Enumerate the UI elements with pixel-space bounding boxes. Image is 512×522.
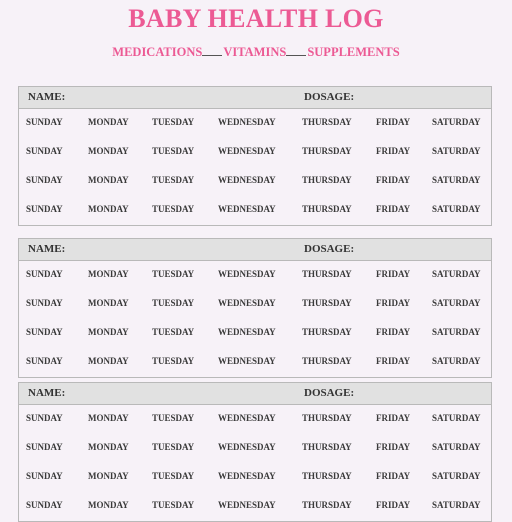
day-label-wednesday: WEDNESDAY <box>218 175 276 185</box>
day-label-thursday: THURSDAY <box>302 327 352 337</box>
day-label-saturday: SATURDAY <box>432 356 481 366</box>
day-label-saturday: SATURDAY <box>432 298 481 308</box>
day-label-tuesday: TUESDAY <box>152 269 195 279</box>
day-label-tuesday: TUESDAY <box>152 298 195 308</box>
day-label-wednesday: WEDNESDAY <box>218 442 276 452</box>
day-label-sunday: SUNDAY <box>26 327 63 337</box>
block-header <box>19 239 491 261</box>
log-block <box>18 382 492 522</box>
block-header <box>19 383 491 405</box>
day-label-wednesday: WEDNESDAY <box>218 500 276 510</box>
day-label-sunday: SUNDAY <box>26 117 63 127</box>
day-label-sunday: SUNDAY <box>26 442 63 452</box>
day-label-wednesday: WEDNESDAY <box>218 356 276 366</box>
day-label-friday: FRIDAY <box>376 327 411 337</box>
day-label-friday: FRIDAY <box>376 413 411 423</box>
day-label-tuesday: TUESDAY <box>152 442 195 452</box>
day-label-sunday: SUNDAY <box>26 298 63 308</box>
day-label-monday: MONDAY <box>88 269 129 279</box>
day-row <box>19 138 491 167</box>
day-label-sunday: SUNDAY <box>26 204 63 214</box>
day-label-thursday: THURSDAY <box>302 298 352 308</box>
day-row <box>19 109 491 138</box>
day-label-monday: MONDAY <box>88 175 129 185</box>
day-label-saturday: SATURDAY <box>432 204 481 214</box>
day-label-tuesday: TUESDAY <box>152 327 195 337</box>
day-label-wednesday: WEDNESDAY <box>218 146 276 156</box>
dosage-label: DOSAGE: <box>304 243 355 255</box>
day-label-monday: MONDAY <box>88 327 129 337</box>
block-header <box>19 87 491 109</box>
day-label-thursday: THURSDAY <box>302 204 352 214</box>
day-label-wednesday: WEDNESDAY <box>218 269 276 279</box>
day-label-saturday: SATURDAY <box>432 500 481 510</box>
day-row <box>19 405 491 434</box>
log-block <box>18 238 492 378</box>
subtitle-supplements: SUPPLEMENTS <box>307 45 400 59</box>
day-label-friday: FRIDAY <box>376 298 411 308</box>
day-row <box>19 319 491 348</box>
day-label-tuesday: TUESDAY <box>152 500 195 510</box>
day-label-friday: FRIDAY <box>376 471 411 481</box>
day-label-sunday: SUNDAY <box>26 175 63 185</box>
subtitle-divider <box>286 55 306 56</box>
day-label-sunday: SUNDAY <box>26 269 63 279</box>
day-label-tuesday: TUESDAY <box>152 175 195 185</box>
day-label-tuesday: TUESDAY <box>152 204 195 214</box>
dosage-label: DOSAGE: <box>304 387 355 399</box>
day-label-friday: FRIDAY <box>376 356 411 366</box>
day-label-friday: FRIDAY <box>376 500 411 510</box>
day-label-thursday: THURSDAY <box>302 175 352 185</box>
day-label-sunday: SUNDAY <box>26 500 63 510</box>
day-label-monday: MONDAY <box>88 413 129 423</box>
day-label-saturday: SATURDAY <box>432 175 481 185</box>
day-label-thursday: THURSDAY <box>302 471 352 481</box>
day-label-friday: FRIDAY <box>376 175 411 185</box>
day-label-tuesday: TUESDAY <box>152 356 195 366</box>
day-label-saturday: SATURDAY <box>432 471 481 481</box>
day-label-sunday: SUNDAY <box>26 146 63 156</box>
day-label-wednesday: WEDNESDAY <box>218 471 276 481</box>
day-label-thursday: THURSDAY <box>302 442 352 452</box>
day-label-tuesday: TUESDAY <box>152 146 195 156</box>
day-label-monday: MONDAY <box>88 500 129 510</box>
day-label-monday: MONDAY <box>88 204 129 214</box>
day-label-sunday: SUNDAY <box>26 471 63 481</box>
day-label-wednesday: WEDNESDAY <box>218 298 276 308</box>
name-label: NAME: <box>28 243 66 255</box>
day-label-friday: FRIDAY <box>376 117 411 127</box>
subtitle <box>0 44 512 60</box>
day-row <box>19 492 491 521</box>
dosage-label: DOSAGE: <box>304 91 355 103</box>
day-label-saturday: SATURDAY <box>432 327 481 337</box>
day-label-wednesday: WEDNESDAY <box>218 413 276 423</box>
day-label-wednesday: WEDNESDAY <box>218 327 276 337</box>
day-label-tuesday: TUESDAY <box>152 471 195 481</box>
day-row <box>19 434 491 463</box>
day-row <box>19 463 491 492</box>
day-label-friday: FRIDAY <box>376 269 411 279</box>
day-row <box>19 348 491 377</box>
day-row <box>19 196 491 225</box>
subtitle-medications: MEDICATIONS <box>112 45 203 59</box>
day-label-thursday: THURSDAY <box>302 269 352 279</box>
day-label-saturday: SATURDAY <box>432 442 481 452</box>
day-label-thursday: THURSDAY <box>302 117 352 127</box>
day-label-monday: MONDAY <box>88 146 129 156</box>
page-title: BABY HEALTH LOG <box>128 4 384 33</box>
day-label-saturday: SATURDAY <box>432 413 481 423</box>
day-label-saturday: SATURDAY <box>432 269 481 279</box>
day-label-monday: MONDAY <box>88 471 129 481</box>
day-row <box>19 261 491 290</box>
day-label-wednesday: WEDNESDAY <box>218 117 276 127</box>
name-label: NAME: <box>28 91 66 103</box>
day-row <box>19 290 491 319</box>
day-label-friday: FRIDAY <box>376 146 411 156</box>
day-label-monday: MONDAY <box>88 442 129 452</box>
subtitle-vitamins: VITAMINS <box>223 45 287 59</box>
day-row <box>19 167 491 196</box>
day-label-monday: MONDAY <box>88 298 129 308</box>
day-label-tuesday: TUESDAY <box>152 413 195 423</box>
day-label-sunday: SUNDAY <box>26 356 63 366</box>
day-label-tuesday: TUESDAY <box>152 117 195 127</box>
day-label-friday: FRIDAY <box>376 442 411 452</box>
name-label: NAME: <box>28 387 66 399</box>
day-label-thursday: THURSDAY <box>302 500 352 510</box>
day-label-friday: FRIDAY <box>376 204 411 214</box>
day-label-thursday: THURSDAY <box>302 356 352 366</box>
day-label-monday: MONDAY <box>88 356 129 366</box>
day-label-sunday: SUNDAY <box>26 413 63 423</box>
day-label-thursday: THURSDAY <box>302 413 352 423</box>
day-label-saturday: SATURDAY <box>432 117 481 127</box>
day-label-monday: MONDAY <box>88 117 129 127</box>
log-block <box>18 86 492 226</box>
day-label-saturday: SATURDAY <box>432 146 481 156</box>
day-label-wednesday: WEDNESDAY <box>218 204 276 214</box>
subtitle-divider <box>202 55 222 56</box>
day-label-thursday: THURSDAY <box>302 146 352 156</box>
